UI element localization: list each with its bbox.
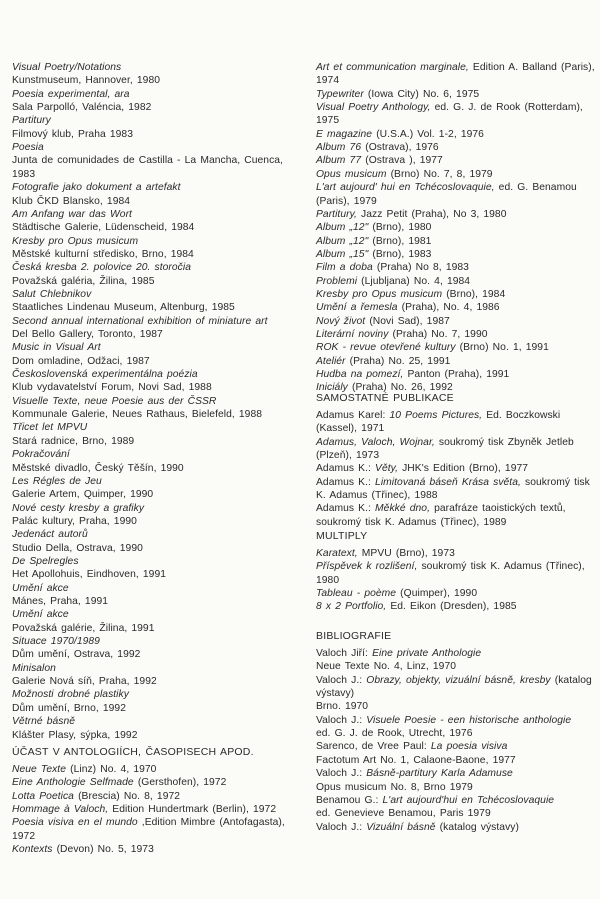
bibliography-line2: Factotum Art No. 1, Calaone-Baone, 1977 — [316, 754, 516, 766]
exhibition-title-line — [12, 476, 102, 488]
exhibition-title-line — [12, 396, 216, 408]
anthology-title: Album „15" — [316, 248, 369, 260]
publication-entry-cont — [316, 450, 379, 462]
exhibition-venue: Mánes, Praha, 1991 — [12, 596, 109, 607]
anthology-entry — [316, 302, 500, 314]
exhibition-venue-line — [12, 102, 151, 114]
publication-entry — [316, 503, 566, 515]
anthology-entry — [12, 791, 180, 803]
exhibition-venue: Klub ČKD Blansko, 1984 — [12, 195, 131, 207]
exhibition-venue: Het Apollohuis, Eindhoven, 1991 — [12, 569, 166, 581]
anthology-title: Eine Anthologie Selfmade — [12, 777, 134, 789]
bibliography-entry-cont — [316, 755, 516, 767]
bibliography-title: Visuele Poesie - een historische anthologie — [366, 714, 572, 726]
anthology-details: (U.S.A.) Vol. 1-2, 1976 — [372, 128, 484, 140]
anthology-title: Film a doba — [316, 262, 373, 274]
anthology-title: Umění a řemesla — [316, 302, 398, 314]
anthology-title: Album „12" — [316, 235, 369, 247]
exhibition-title: Minisalon — [12, 662, 56, 674]
bibliography-entry — [316, 768, 513, 780]
anthology-entry — [12, 764, 156, 776]
anthology-details: ed. G. J. de Rook (Rotterdam), — [430, 102, 583, 114]
exhibition-title: Situace 1970/1989 — [12, 636, 100, 648]
exhibition-title: Jedenáct autorů — [12, 529, 88, 541]
exhibition-title: Les Régles de Jeu — [12, 475, 102, 487]
exhibition-title: Možnosti drobné plastiky — [12, 689, 129, 701]
multiply-title: 8 x 2 Portfolio, — [316, 601, 387, 613]
anthology-title: Partitury, — [316, 208, 357, 220]
anthology-title: Literární noviny — [316, 329, 389, 340]
exhibition-venue-line — [12, 329, 163, 341]
publication-entry-cont — [316, 423, 384, 435]
exhibition-venue: Klášter Plasy, sýpka, 1992 — [12, 729, 138, 741]
exhibition-title-line — [12, 609, 69, 621]
bibliography-title: Obrazy, objekty, vizuální básně, kresby — [366, 674, 551, 686]
exhibition-title-line — [12, 115, 51, 127]
anthology-title: Hudba na pomezí, — [316, 369, 404, 381]
anthology-entry — [316, 102, 583, 114]
exhibition-venue: Městské divadlo, Český Těšín, 1990 — [12, 462, 184, 474]
anthology-details: (Ostrava), 1976 — [361, 142, 439, 154]
exhibition-venue-line — [12, 676, 157, 688]
exhibition-venue: Studio Della, Ostrava, 1990 — [12, 542, 143, 554]
anthology-title: Album 77 — [316, 155, 362, 167]
exhibition-venue: Städtische Galerie, Lüdenscheid, 1984 — [12, 222, 195, 234]
exhibition-venue: Klub vydavatelství Forum, Novi Sad, 1988 — [12, 382, 212, 394]
exhibition-title-line — [12, 583, 69, 595]
anthology-details: (Novi Sad), 1987 — [365, 315, 450, 327]
bibliography-entry-cont — [316, 661, 456, 673]
bibliography-line3: Brno. 1970 — [316, 701, 369, 713]
bibliography-author: Benamou G.: — [316, 794, 383, 806]
publication-title: Věty, — [375, 463, 398, 475]
exhibition-venue-line — [12, 569, 166, 581]
exhibition-venue-cont: 1983 — [12, 168, 36, 180]
bibliography-title: L'art aujourd'hui en Tchécoslovaquie — [382, 794, 555, 806]
anthology-entry — [12, 817, 285, 829]
anthology-details: (Ostrava ), 1977 — [361, 155, 443, 167]
exhibition-venue-line — [12, 703, 126, 715]
exhibition-venue-line — [12, 596, 108, 608]
anthology-entry — [316, 62, 595, 74]
exhibition-title: Partitury — [12, 115, 51, 127]
multiply-details: Ed. Eikon (Dresden), 1985 — [386, 601, 517, 613]
bibliography-title: Básně-partitury Karla Adamuse — [366, 768, 513, 780]
exhibition-title: Fotografie jako dokument a artefakt — [12, 182, 181, 194]
anthology-details: (Praha) No. 7, 1990 — [388, 329, 488, 340]
exhibition-venue-line — [12, 463, 184, 475]
multiply-entry — [316, 548, 455, 560]
exhibition-title: Československá experimentálna poézia — [12, 369, 198, 381]
bibliography-line2: Opus musicum No. 8, Brno 1979 — [316, 781, 473, 793]
publication-details-cont: K. Adamus (Třinec), 1988 — [316, 490, 438, 502]
publications-heading — [316, 392, 454, 405]
publication-details: soukromý tisk — [520, 476, 590, 488]
anthology-title: Lotta Poetica — [12, 790, 74, 802]
anthology-title: Kontexts — [12, 844, 53, 856]
exhibition-title: Visual Poetry/Notations — [12, 62, 122, 73]
publication-author: Adamus K.: — [316, 476, 376, 488]
publication-details: soukromý tisk Zbyněk Jetleb — [434, 436, 574, 448]
anthology-entry — [316, 129, 484, 141]
exhibition-title-line — [12, 142, 44, 154]
bibliography-line2: výstavy) — [316, 688, 355, 700]
multiply-title: Karatext, — [316, 548, 358, 559]
anthology-entry — [316, 169, 493, 181]
exhibition-title: Kresby pro Opus musicum — [12, 235, 139, 247]
exhibition-title: Second annual international exhibition of miniature art — [12, 315, 268, 327]
publication-author: Adamus Karel: — [316, 410, 390, 421]
anthology-details: (Brno), 1984 — [442, 288, 506, 300]
bibliography-entry-cont — [316, 701, 368, 713]
anthology-details: Panton (Praha), 1991 — [403, 369, 510, 381]
exhibition-title-line — [12, 289, 91, 301]
section-heading: SAMOSTATNÉ PUBLIKACE — [316, 392, 454, 404]
bibliography-entry — [316, 715, 571, 727]
bibliography-entry — [316, 795, 554, 807]
exhibition-title-line — [12, 182, 181, 194]
bibliography-entry — [316, 675, 592, 687]
exhibition-venue: Dom omladine, Odžaci, 1987 — [12, 355, 150, 367]
anthology-details-cont: 1972 — [12, 830, 36, 842]
bibliography-entry-cont — [316, 782, 473, 794]
bibliography-entry — [316, 822, 519, 834]
exhibition-venue: Městské kulturní středisko, Brno, 1984 — [12, 248, 194, 260]
anthology-entry-cont — [316, 75, 339, 87]
anthology-entry — [316, 342, 549, 354]
exhibition-venue: Galerie Nová síň, Praha, 1992 — [12, 676, 157, 688]
anthology-entry — [316, 356, 450, 368]
bibliography-author: Valoch J.: — [316, 821, 367, 833]
anthology-entry — [316, 316, 450, 328]
exhibition-venue-line — [12, 249, 194, 261]
anthology-entry — [316, 222, 431, 234]
anthology-details: Edition A. Balland (Paris), — [468, 62, 595, 73]
exhibition-title: Visuelle Texte, neue Poesie aus der ČSSR — [12, 395, 217, 407]
exhibition-title-line — [12, 556, 79, 568]
bibliography-details: (katalog — [550, 674, 592, 686]
exhibition-title: Umění akce — [12, 609, 69, 621]
publication-details-cont: (Plzeň), 1973 — [316, 450, 380, 462]
exhibition-title: Pokračování — [12, 449, 70, 461]
anthology-title: Hommage à Valoch, — [12, 804, 109, 816]
exhibition-title: Music in Visual Art — [12, 342, 101, 354]
anthology-entry — [316, 209, 506, 221]
anthology-details: (Brno), 1980 — [368, 222, 432, 234]
exhibition-title: De Spelregles — [12, 555, 79, 567]
anthology-title: Opus musicum — [316, 168, 387, 180]
publication-author: Adamus K.: — [316, 463, 376, 475]
exhibition-venue-line — [12, 196, 130, 208]
exhibition-venue-line — [12, 623, 154, 635]
anthology-entry — [12, 777, 226, 789]
exhibition-venue-line — [12, 382, 212, 394]
publication-details-cont: (Kassel), 1971 — [316, 423, 385, 435]
anthology-details: (Brescia) No. 8, 1972 — [73, 790, 181, 802]
anthology-details: (Iowa City) No. 6, 1975 — [363, 88, 480, 100]
bibliography-entry-cont — [316, 808, 491, 820]
section-heading: MULTIPLY — [316, 530, 368, 542]
exhibition-venue-line — [12, 489, 153, 501]
bibliography-title: Eine private Anthologie — [372, 648, 482, 659]
section-heading: BIBLIOGRAFIE — [316, 630, 392, 642]
anthology-entry — [316, 182, 577, 194]
anthology-details: Jazz Petit (Praha), No 3, 1980 — [356, 208, 507, 220]
anthology-entry-cont — [316, 115, 339, 127]
anthology-title: L'art aujourd' hui en Tchécoslovaquie, — [316, 182, 495, 194]
exhibition-title: Poesia — [12, 142, 44, 154]
exhibition-title: Nové cesty kresby a grafiky — [12, 502, 145, 514]
exhibition-title-line — [12, 369, 198, 381]
bibliography-line2: ed. G. J. de Rook, Utrecht, 1976 — [316, 728, 473, 740]
exhibition-title: Am Anfang war das Wort — [12, 208, 132, 220]
anthology-details: Edition Hundertmark (Berlin), 1972 — [108, 804, 277, 816]
publication-details: parafráze taoistických textů, — [429, 503, 566, 515]
exhibition-title: Větrné básně — [12, 716, 76, 728]
exhibition-title: Salut Chlebnikov — [12, 288, 92, 300]
anthology-details: (Brno), 1983 — [368, 248, 432, 260]
exhibition-title: Česká kresba 2. polovice 20. storočia — [12, 262, 191, 274]
exhibition-venue-line — [12, 649, 140, 661]
anthology-title: Nový život — [316, 315, 366, 327]
multiply-heading — [316, 530, 367, 543]
bibliography-author: Valoch J.: — [316, 768, 367, 780]
exhibition-title-line — [12, 422, 87, 434]
exhibition-venue: Považská galéria, Žilina, 1985 — [12, 275, 155, 287]
exhibition-title-line — [12, 663, 56, 675]
multiply-details: soukromý tisk K. Adamus (Třinec), — [417, 561, 585, 573]
section-heading: ÚČAST V ANTOLOGIÍCH, ČASOPISECH APOD. — [12, 746, 254, 758]
anthology-entry-cont — [316, 196, 377, 208]
exhibition-title-line — [12, 342, 101, 354]
multiply-title: Tableau - poème — [316, 588, 397, 600]
anthology-title: Neue Texte — [12, 764, 66, 775]
bibliography-author: Valoch J.: — [316, 674, 367, 686]
anthology-details-cont: 1974 — [316, 75, 340, 87]
anthology-details: (Devon) No. 5, 1973 — [52, 844, 154, 856]
exhibition-title-line — [12, 262, 191, 274]
bibliography-details: (katalog výstavy) — [435, 821, 519, 833]
anthology-entry — [316, 142, 439, 154]
exhibition-venue-line — [12, 129, 133, 141]
anthology-entry — [12, 804, 276, 816]
exhibition-venue-line — [12, 169, 35, 181]
publication-title: Limitovaná báseň Krása světa, — [375, 476, 521, 488]
bibliography-line2: Neue Texte No. 4, Linz, 1970 — [316, 661, 457, 673]
exhibition-title-line — [12, 689, 129, 701]
anthology-entry — [316, 369, 509, 381]
exhibition-venue: Palác kultury, Praha, 1990 — [12, 515, 137, 527]
exhibition-title-line — [12, 449, 70, 461]
anthology-details: ed. G. Benamou — [494, 182, 577, 194]
anthology-details-cont: 1975 — [316, 115, 340, 127]
publication-entry — [316, 410, 560, 422]
exhibition-title: Třicet let MPVU — [12, 422, 88, 434]
exhibition-title: Poesia experimental, ara — [12, 88, 130, 100]
anthology-entry — [12, 844, 154, 856]
bibliography-entry-cont — [316, 728, 472, 740]
anthology-details-cont: (Paris), 1979 — [316, 195, 377, 207]
anthology-title: E magazine — [316, 128, 373, 140]
bibliography-title: Vizuální básně — [366, 821, 436, 833]
publication-details-cont: soukromý tisk K. Adamus (Třinec), 1989 — [316, 516, 507, 528]
anthology-details: (Ljubljana) No. 4, 1984 — [357, 275, 471, 287]
anthology-details: ,Edition Mimbre (Antofagasta), — [137, 817, 285, 829]
exhibition-venue-line — [12, 543, 143, 555]
publication-title: 10 Poems Pictures, — [389, 410, 483, 421]
anthology-title: Art et communication marginale, — [316, 62, 469, 73]
anthology-title: Problemi — [316, 275, 358, 287]
pencil-mark — [55, 28, 73, 42]
exhibition-venue-line — [12, 75, 160, 87]
anthology-title: Poesia visiva en el mundo — [12, 817, 138, 829]
exhibition-title-line — [12, 209, 132, 221]
exhibition-title-line — [12, 529, 88, 541]
anthology-entry — [316, 89, 479, 101]
publication-entry-cont — [316, 490, 438, 502]
anthology-details: (Linz) No. 4, 1970 — [65, 764, 157, 775]
exhibition-venue-line — [12, 155, 283, 167]
anthology-details: (Praha), No. 4, 1986 — [397, 302, 500, 314]
exhibition-title-line — [12, 716, 75, 728]
bibliography-entry-cont — [316, 688, 354, 700]
publication-entry — [316, 437, 574, 449]
exhibition-title-line — [12, 236, 138, 248]
anthology-title: Iniciály — [316, 382, 348, 394]
anthology-entry — [316, 329, 488, 341]
exhibition-venue-line — [12, 730, 137, 742]
publication-title: Adamus, Valoch, Wojnar, — [316, 436, 435, 448]
exhibition-venue: Filmový klub, Praha 1983 — [12, 128, 133, 140]
bibliography-author: Valoch J.: — [316, 714, 367, 726]
exhibition-title-line — [12, 503, 144, 515]
anthology-entry — [316, 236, 431, 248]
exhibition-venue-line — [12, 516, 137, 528]
anthology-details: (Praha) No 8, 1983 — [372, 262, 469, 274]
anthology-entry-cont — [12, 831, 35, 843]
exhibition-title-line — [12, 636, 100, 648]
anthology-title: ROK - revue otevřené kultury — [316, 342, 456, 354]
exhibition-venue-line — [12, 356, 150, 368]
publication-details: Ed. Boczkowski — [482, 410, 561, 421]
exhibition-venue-line — [12, 222, 194, 234]
bibliography-entry — [316, 648, 481, 660]
anthology-title: Album 76 — [316, 142, 362, 154]
publication-entry-cont — [316, 517, 506, 529]
exhibition-title-line — [12, 62, 121, 74]
publication-details: JHK's Edition (Brno), 1977 — [398, 463, 529, 475]
exhibition-venue: Staatliches Lindenau Museum, Altenburg, 1985 — [12, 302, 235, 314]
exhibition-venue: Dům umění, Ostrava, 1992 — [12, 649, 141, 661]
exhibition-title-line — [12, 89, 130, 101]
exhibition-venue: Junta de comunidades de Castilla - La Mancha, Cuenca, — [12, 155, 283, 167]
exhibition-venue: Kommunale Galerie, Neues Rathaus, Bielefeld, 1988 — [12, 409, 262, 421]
bibliography-title: La poesia visiva — [430, 741, 508, 753]
exhibition-venue: Sala Parpolló, Valéncia, 1982 — [12, 102, 152, 114]
exhibition-venue-line — [12, 302, 235, 314]
bibliography-author: Sarenco, de Vree Paul: — [316, 741, 431, 753]
multiply-entry-cont — [316, 575, 339, 587]
multiply-details: (Quimper), 1990 — [396, 588, 478, 600]
exhibition-venue: Stará radnice, Brno, 1989 — [12, 435, 135, 447]
anthology-details: (Brno) No. 7, 8, 1979 — [386, 168, 493, 180]
multiply-details: MPVU (Brno), 1973 — [357, 548, 455, 559]
anthology-entry — [316, 289, 505, 301]
anthology-entry — [316, 249, 431, 261]
anthology-title: Visual Poetry Anthology, — [316, 102, 431, 114]
bibliography-line2: ed. Genevieve Benamou, Paris 1979 — [316, 808, 491, 820]
anthology-title: Ateliér — [316, 355, 346, 367]
publication-entry — [316, 477, 590, 489]
bibliography-heading — [316, 630, 391, 643]
anthology-details: (Brno), 1981 — [368, 235, 432, 247]
exhibition-venue: Kunstmuseum, Hannover, 1980 — [12, 75, 160, 87]
anthology-details: (Praha) No. 25, 1991 — [345, 355, 451, 367]
exhibition-venue: Považská galérie, Žilina, 1991 — [12, 622, 155, 634]
multiply-entry — [316, 601, 517, 613]
publication-entry — [316, 463, 528, 475]
exhibition-venue-line — [12, 276, 154, 288]
exhibition-venue: Galerie Artem, Quimper, 1990 — [12, 489, 154, 501]
bibliography-author: Valoch Jiří: — [316, 648, 373, 659]
multiply-entry — [316, 561, 585, 573]
anthology-entry — [316, 155, 443, 167]
multiply-title: Příspěvek k rozlišení, — [316, 561, 418, 573]
anthology-title: Album „12" — [316, 222, 369, 234]
anthology-details: (Gersthofen), 1972 — [133, 777, 227, 789]
anthology-title: Kresby pro Opus musicum — [316, 288, 443, 300]
exhibition-venue: Dům umění, Brno, 1992 — [12, 702, 126, 714]
anthology-title: Typewriter — [316, 88, 364, 100]
multiply-entry — [316, 588, 477, 600]
exhibition-venue: Del Bello Gallery, Toronto, 1987 — [12, 329, 163, 340]
exhibition-title: Umění akce — [12, 582, 69, 594]
multiply-details-cont: 1980 — [316, 574, 340, 586]
publication-title: Měkké dno, — [375, 503, 430, 515]
publication-author: Adamus K.: — [316, 503, 376, 515]
anthology-entry — [316, 276, 470, 288]
exhibition-title-line — [12, 316, 268, 328]
exhibition-venue-line — [12, 409, 262, 421]
anthologies-heading — [12, 746, 254, 759]
anthology-details: (Praha) No. 26, 1992 — [347, 382, 453, 394]
exhibition-venue-line — [12, 436, 134, 448]
anthology-entry — [316, 262, 469, 274]
anthology-details: (Brno) No. 1, 1991 — [455, 342, 549, 354]
bibliography-entry — [316, 741, 507, 753]
